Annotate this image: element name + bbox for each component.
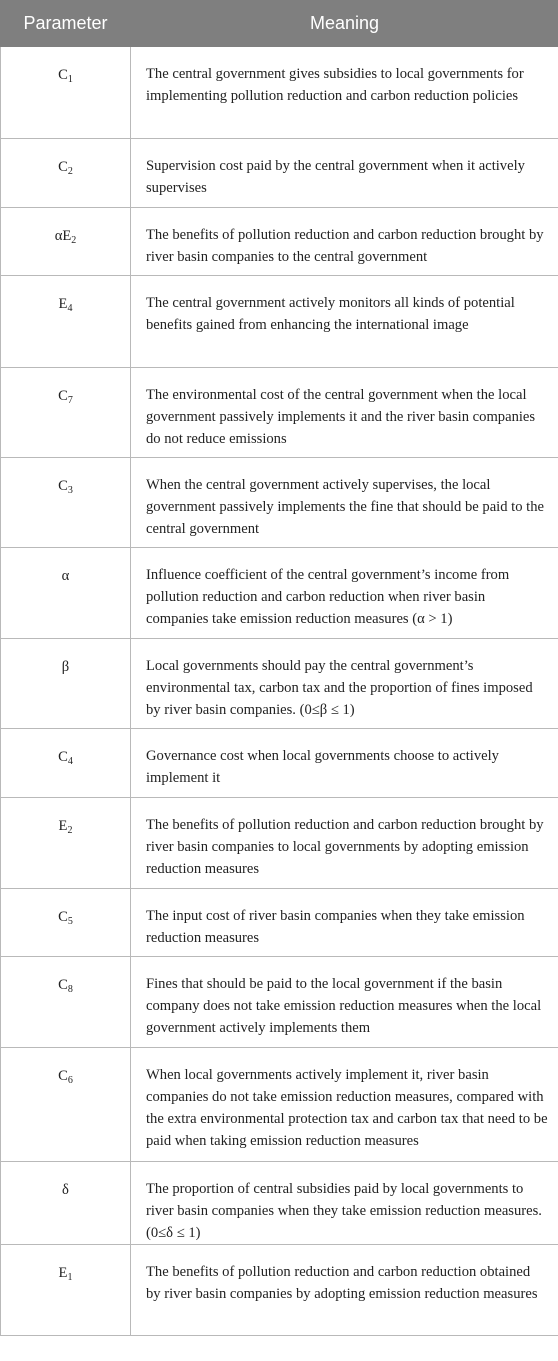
parameter-cell bbox=[1, 889, 131, 957]
table-row bbox=[1, 957, 558, 1048]
parameter-symbol: C bbox=[58, 388, 68, 404]
table-row bbox=[1, 276, 558, 368]
table-row bbox=[1, 889, 558, 957]
parameter-symbol: C bbox=[58, 749, 68, 765]
meaning-cell: The benefits of pollution reduction and carbon reduction obtained by river basin companies by adopting emission reduction measures bbox=[131, 1245, 558, 1336]
parameter-cell bbox=[1, 276, 131, 368]
meaning-cell: Influence coefficient of the central government’s income from pollution reduction and carbon reduction when river basin companies take emission reduction measures (α > 1) bbox=[131, 548, 558, 639]
table-row bbox=[1, 458, 558, 548]
parameter-subscript: 2 bbox=[67, 166, 73, 177]
parameter-cell bbox=[1, 639, 131, 729]
meaning-cell: When the central government actively supervises, the local government passively implements the fine that should be paid to the central government bbox=[131, 458, 558, 548]
meaning-cell: Governance cost when local governments choose to actively implement it bbox=[131, 729, 558, 798]
parameter-subscript: 2 bbox=[67, 825, 73, 836]
meaning-cell: The input cost of river basin companies when they take emission reduction measures bbox=[131, 889, 558, 957]
meaning-cell: The benefits of pollution reduction and carbon reduction brought by river basin companies to the central government bbox=[131, 208, 558, 276]
parameter-symbol: C bbox=[58, 1068, 68, 1084]
parameter-cell bbox=[1, 458, 131, 548]
parameter-symbol: C bbox=[58, 977, 68, 993]
parameter-cell bbox=[1, 47, 131, 139]
parameter-subscript: 1 bbox=[67, 1272, 73, 1283]
parameter-subscript: 4 bbox=[67, 756, 73, 767]
parameter-symbol: α bbox=[61, 568, 70, 584]
table-row bbox=[1, 139, 558, 208]
table-header-row bbox=[1, 1, 558, 47]
meaning-cell: The proportion of central subsidies paid by local governments to river basin companies when they take emission reduction measures. (0≤δ ≤ 1) bbox=[131, 1162, 558, 1245]
table-row bbox=[1, 1162, 558, 1245]
parameter-cell bbox=[1, 1162, 131, 1245]
meaning-cell: The central government actively monitors all kinds of potential benefits gained from enhancing the international image bbox=[131, 276, 558, 368]
parameter-subscript: 8 bbox=[67, 984, 73, 995]
parameter-symbol: β bbox=[61, 659, 70, 675]
meaning-cell: Supervision cost paid by the central government when it actively supervises bbox=[131, 139, 558, 208]
parameter-subscript: 2 bbox=[71, 235, 77, 246]
parameter-symbol: E bbox=[58, 296, 68, 312]
meaning-cell: The benefits of pollution reduction and carbon reduction brought by river basin companies to local governments by adopting emission reduction measures bbox=[131, 798, 558, 889]
parameter-subscript: 7 bbox=[67, 395, 73, 406]
parameter-symbol: C bbox=[58, 909, 68, 925]
parameter-cell bbox=[1, 957, 131, 1048]
parameter-symbol: C bbox=[58, 67, 68, 83]
table-row bbox=[1, 1245, 558, 1336]
parameter-cell bbox=[1, 1048, 131, 1162]
meaning-cell: The environmental cost of the central government when the local government passively implements it and the river basin companies do not reduce emissions bbox=[131, 368, 558, 458]
parameter-symbol: E bbox=[58, 1265, 68, 1281]
parameter-cell bbox=[1, 208, 131, 276]
parameter-subscript: 5 bbox=[67, 916, 73, 927]
table-row bbox=[1, 548, 558, 639]
meaning-cell: The central government gives subsidies to local governments for implementing pollution reduction and carbon reduction policies bbox=[131, 47, 558, 139]
table-row bbox=[1, 1048, 558, 1162]
meaning-cell: When local governments actively implement it, river basin companies do not take emission reduction measures, compared with the extra environmental protection tax and carbon tax that need to be paid when taking emission reduction measures bbox=[131, 1048, 558, 1162]
parameter-symbol: C bbox=[58, 478, 68, 494]
table-row bbox=[1, 798, 558, 889]
table-row bbox=[1, 47, 558, 139]
parameter-symbol: C bbox=[58, 159, 68, 175]
parameter-symbol: αE bbox=[54, 228, 72, 244]
parameter-cell bbox=[1, 139, 131, 208]
parameter-cell bbox=[1, 368, 131, 458]
parameter-subscript: 6 bbox=[67, 1075, 73, 1086]
parameter-cell bbox=[1, 729, 131, 798]
meaning-cell: Fines that should be paid to the local government if the basin company does not take emission reduction measures when the local government actively implements them bbox=[131, 957, 558, 1048]
parameter-subscript: 3 bbox=[67, 485, 73, 496]
parameter-symbol: δ bbox=[62, 1182, 69, 1198]
table-row bbox=[1, 729, 558, 798]
table-row bbox=[1, 208, 558, 276]
parameter-subscript: 1 bbox=[67, 74, 73, 85]
table-row bbox=[1, 368, 558, 458]
meaning-cell: Local governments should pay the central government’s environmental tax, carbon tax and the proportion of fines imposed by river basin companies. (0≤β ≤ 1) bbox=[131, 639, 558, 729]
parameter-cell bbox=[1, 548, 131, 639]
header-meaning: Meaning bbox=[131, 1, 558, 47]
header-parameter: Parameter bbox=[1, 1, 131, 47]
parameter-cell bbox=[1, 1245, 131, 1336]
parameter-cell bbox=[1, 798, 131, 889]
parameter-symbol: E bbox=[58, 818, 68, 834]
table-row bbox=[1, 639, 558, 729]
parameter-subscript: 4 bbox=[67, 303, 73, 314]
